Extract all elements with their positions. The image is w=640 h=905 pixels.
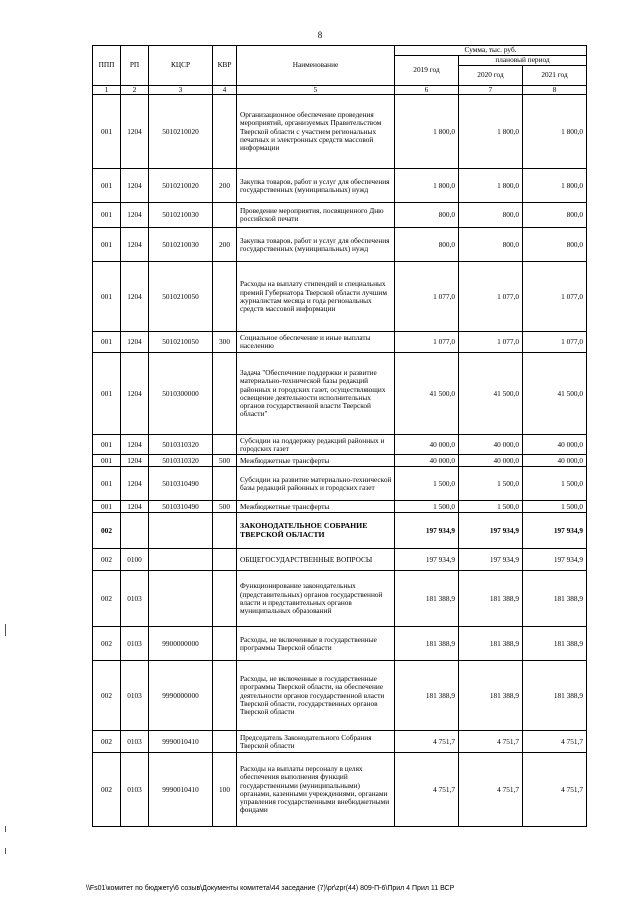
cell-2020: 181 388,9 bbox=[459, 571, 523, 627]
cell-name: Задача "Обеспечение поддержки и развитие материально-технической базы редакций районных и городских газет, осуществляющих освещение деятельности исполнительных органов государственной власти Тверской области" bbox=[237, 353, 395, 435]
table-row bbox=[93, 513, 587, 549]
header-ppp: ППП bbox=[93, 46, 121, 86]
cell-kcsr: 9990010410 bbox=[149, 753, 213, 827]
cell-name: Межбюджетные трансферты bbox=[237, 501, 395, 513]
table-body bbox=[93, 95, 587, 827]
cell-kcsr: 5010310490 bbox=[149, 467, 213, 501]
cell-kcsr: 5010300000 bbox=[149, 353, 213, 435]
cell-2021: 40 000,0 bbox=[523, 435, 587, 455]
cell-ppp: 001 bbox=[93, 203, 121, 228]
cell-2020: 1 077,0 bbox=[459, 332, 523, 353]
cell-2019: 800,0 bbox=[395, 203, 459, 228]
cell-2021: 800,0 bbox=[523, 228, 587, 262]
cell-rp: 1204 bbox=[121, 203, 149, 228]
cell-ppp: 001 bbox=[93, 169, 121, 203]
cell-name: Закупка товаров, работ и услуг для обеспечения государственных (муниципальных) нужд bbox=[237, 169, 395, 203]
cell-2019: 181 388,9 bbox=[395, 661, 459, 731]
cell-kcsr bbox=[149, 571, 213, 627]
table-row bbox=[93, 203, 587, 228]
cell-2021: 4 751,7 bbox=[523, 753, 587, 827]
cell-kvr bbox=[213, 262, 237, 332]
cell-kcsr: 9990010410 bbox=[149, 731, 213, 753]
cell-rp bbox=[121, 513, 149, 549]
table-row bbox=[93, 169, 587, 203]
cell-2021: 41 500,0 bbox=[523, 353, 587, 435]
header-kcsr: КЦСР bbox=[149, 46, 213, 86]
cell-2021: 181 388,9 bbox=[523, 571, 587, 627]
table-row bbox=[93, 661, 587, 731]
cell-kvr: 100 bbox=[213, 753, 237, 827]
cell-kvr bbox=[213, 571, 237, 627]
cell-kvr bbox=[213, 731, 237, 753]
cell-2021: 1 800,0 bbox=[523, 169, 587, 203]
cell-2020: 181 388,9 bbox=[459, 627, 523, 661]
cell-2021: 800,0 bbox=[523, 203, 587, 228]
cell-kvr bbox=[213, 549, 237, 571]
cell-kvr bbox=[213, 661, 237, 731]
table-row bbox=[93, 95, 587, 169]
cell-kcsr: 5010210020 bbox=[149, 95, 213, 169]
cell-name: Субсидии на поддержку редакций районных и городских газет bbox=[237, 435, 395, 455]
cell-2021: 197 934,9 bbox=[523, 549, 587, 571]
cell-rp: 0103 bbox=[121, 731, 149, 753]
cell-name: Закупка товаров, работ и услуг для обеспечения государственных (муниципальных) нужд bbox=[237, 228, 395, 262]
cell-2020: 1 500,0 bbox=[459, 467, 523, 501]
cell-2019: 40 000,0 bbox=[395, 435, 459, 455]
table-row bbox=[93, 549, 587, 571]
cell-name: Председатель Законодательного Собрания Тверской области bbox=[237, 731, 395, 753]
margin-mark bbox=[5, 848, 6, 854]
table-row bbox=[93, 501, 587, 513]
cell-name: ЗАКОНОДАТЕЛЬНОЕ СОБРАНИЕ ТВЕРСКОЙ ОБЛАСТИ bbox=[237, 513, 395, 549]
table-row bbox=[93, 731, 587, 753]
cell-kcsr: 5010310490 bbox=[149, 501, 213, 513]
cell-kvr bbox=[213, 435, 237, 455]
cell-name: Расходы на выплаты персоналу в целях обеспечения выполнения функций государственными (муниципальными) органами, казенными учреждениями, органами управления государственными внебюджетными фондами bbox=[237, 753, 395, 827]
cell-rp: 1204 bbox=[121, 332, 149, 353]
table-row bbox=[93, 753, 587, 827]
cell-rp: 1204 bbox=[121, 467, 149, 501]
cell-2021: 1 500,0 bbox=[523, 467, 587, 501]
column-number: 8 bbox=[523, 86, 587, 95]
column-number: 3 bbox=[149, 86, 213, 95]
cell-ppp: 002 bbox=[93, 627, 121, 661]
table-row bbox=[93, 571, 587, 627]
cell-2019: 1 800,0 bbox=[395, 95, 459, 169]
cell-2019: 40 000,0 bbox=[395, 455, 459, 467]
cell-2019: 1 800,0 bbox=[395, 169, 459, 203]
table-row bbox=[93, 435, 587, 455]
table-row bbox=[93, 467, 587, 501]
cell-name: Расходы на выплату стипендий и специальных премий Губернатора Тверской области лучшим журналистам месяца и года региональных средств массовой информации bbox=[237, 262, 395, 332]
cell-rp: 1204 bbox=[121, 169, 149, 203]
cell-ppp: 001 bbox=[93, 228, 121, 262]
cell-2020: 181 388,9 bbox=[459, 661, 523, 731]
table-row bbox=[93, 455, 587, 467]
cell-2019: 181 388,9 bbox=[395, 627, 459, 661]
cell-rp: 1204 bbox=[121, 95, 149, 169]
cell-2019: 41 500,0 bbox=[395, 353, 459, 435]
cell-2021: 1 500,0 bbox=[523, 501, 587, 513]
cell-kcsr: 5010210020 bbox=[149, 169, 213, 203]
footer-file-path: \\Fs01\комитет по бюджету\6 созыв\Документы комитета\44 заседание (7)\pr\zpr(44) 809-П-6\Прил 4 Прил 11 ВСР bbox=[86, 885, 455, 892]
cell-kvr: 200 bbox=[213, 169, 237, 203]
table-row bbox=[93, 262, 587, 332]
cell-kcsr: 9900000000 bbox=[149, 627, 213, 661]
header-rp: РП bbox=[121, 46, 149, 86]
header-year-2021: 2021 год bbox=[523, 66, 587, 86]
cell-rp: 1204 bbox=[121, 435, 149, 455]
cell-rp: 0103 bbox=[121, 661, 149, 731]
cell-rp: 1204 bbox=[121, 262, 149, 332]
margin-mark bbox=[5, 826, 6, 832]
cell-ppp: 001 bbox=[93, 435, 121, 455]
cell-2021: 4 751,7 bbox=[523, 731, 587, 753]
cell-kcsr: 5010210050 bbox=[149, 332, 213, 353]
cell-kcsr: 5010310320 bbox=[149, 455, 213, 467]
cell-2019: 197 934,9 bbox=[395, 549, 459, 571]
cell-2019: 4 751,7 bbox=[395, 731, 459, 753]
budget-table bbox=[92, 45, 587, 827]
cell-kcsr: 5010210030 bbox=[149, 203, 213, 228]
header-year-2020: 2020 год bbox=[459, 66, 523, 86]
cell-2019: 1 500,0 bbox=[395, 467, 459, 501]
cell-2021: 181 388,9 bbox=[523, 627, 587, 661]
cell-2020: 197 934,9 bbox=[459, 513, 523, 549]
cell-ppp: 001 bbox=[93, 95, 121, 169]
cell-2019: 1 077,0 bbox=[395, 332, 459, 353]
cell-2019: 1 077,0 bbox=[395, 262, 459, 332]
cell-kvr bbox=[213, 513, 237, 549]
table-header bbox=[93, 46, 587, 95]
cell-2020: 1 077,0 bbox=[459, 262, 523, 332]
cell-rp: 1204 bbox=[121, 353, 149, 435]
cell-rp: 1204 bbox=[121, 228, 149, 262]
cell-ppp: 001 bbox=[93, 501, 121, 513]
cell-ppp: 001 bbox=[93, 455, 121, 467]
cell-ppp: 002 bbox=[93, 571, 121, 627]
cell-2021: 40 000,0 bbox=[523, 455, 587, 467]
cell-ppp: 002 bbox=[93, 731, 121, 753]
column-number: 5 bbox=[237, 86, 395, 95]
cell-2019: 197 934,9 bbox=[395, 513, 459, 549]
margin-mark bbox=[5, 624, 6, 636]
cell-kvr: 300 bbox=[213, 332, 237, 353]
cell-kcsr: 9990000000 bbox=[149, 661, 213, 731]
header-planned-period: плановый период bbox=[459, 56, 587, 66]
cell-2020: 1 800,0 bbox=[459, 169, 523, 203]
table-row bbox=[93, 228, 587, 262]
cell-rp: 0103 bbox=[121, 627, 149, 661]
cell-name: Проведение мероприятия, посвященного Дню российской печати bbox=[237, 203, 395, 228]
column-number: 2 bbox=[121, 86, 149, 95]
header-year-2019: 2019 год bbox=[395, 56, 459, 86]
cell-ppp: 002 bbox=[93, 753, 121, 827]
cell-2019: 1 500,0 bbox=[395, 501, 459, 513]
header-kvr: КВР bbox=[213, 46, 237, 86]
cell-name: Организационное обеспечение проведения мероприятий, организуемых Правительством Тверской области с участием региональных печатных и электронных средств массовой информации bbox=[237, 95, 395, 169]
cell-ppp: 002 bbox=[93, 513, 121, 549]
cell-2019: 800,0 bbox=[395, 228, 459, 262]
cell-2020: 40 000,0 bbox=[459, 455, 523, 467]
cell-kvr bbox=[213, 353, 237, 435]
cell-kvr bbox=[213, 95, 237, 169]
cell-kvr: 500 bbox=[213, 501, 237, 513]
column-number: 1 bbox=[93, 86, 121, 95]
cell-rp: 0103 bbox=[121, 571, 149, 627]
table-row bbox=[93, 332, 587, 353]
cell-2019: 181 388,9 bbox=[395, 571, 459, 627]
cell-kcsr: 5010310320 bbox=[149, 435, 213, 455]
cell-kvr bbox=[213, 467, 237, 501]
cell-2019: 4 751,7 bbox=[395, 753, 459, 827]
column-number: 7 bbox=[459, 86, 523, 95]
cell-2020: 197 934,9 bbox=[459, 549, 523, 571]
cell-kvr bbox=[213, 203, 237, 228]
cell-2020: 41 500,0 bbox=[459, 353, 523, 435]
cell-ppp: 001 bbox=[93, 332, 121, 353]
header-sum: Сумма, тыс. руб. bbox=[395, 46, 587, 56]
column-number: 4 bbox=[213, 86, 237, 95]
cell-rp: 1204 bbox=[121, 501, 149, 513]
column-number: 6 bbox=[395, 86, 459, 95]
cell-kcsr bbox=[149, 513, 213, 549]
cell-ppp: 001 bbox=[93, 467, 121, 501]
cell-kcsr bbox=[149, 549, 213, 571]
cell-2021: 1 077,0 bbox=[523, 262, 587, 332]
cell-name: Социальное обеспечение и иные выплаты населению bbox=[237, 332, 395, 353]
cell-name: Расходы, не включенные в государственные программы Тверской области bbox=[237, 627, 395, 661]
cell-2021: 1 800,0 bbox=[523, 95, 587, 169]
cell-2021: 1 077,0 bbox=[523, 332, 587, 353]
cell-2020: 4 751,7 bbox=[459, 753, 523, 827]
table-row bbox=[93, 353, 587, 435]
cell-2020: 1 500,0 bbox=[459, 501, 523, 513]
cell-2020: 4 751,7 bbox=[459, 731, 523, 753]
cell-ppp: 002 bbox=[93, 549, 121, 571]
cell-kvr: 500 bbox=[213, 455, 237, 467]
cell-rp: 0100 bbox=[121, 549, 149, 571]
cell-name: ОБЩЕГОСУДАРСТВЕННЫЕ ВОПРОСЫ bbox=[237, 549, 395, 571]
cell-rp: 1204 bbox=[121, 455, 149, 467]
cell-name: Субсидии на развитие материально-технической базы редакций районных и городских газет bbox=[237, 467, 395, 501]
cell-ppp: 001 bbox=[93, 353, 121, 435]
cell-name: Расходы, не включенные в государственные программы Тверской области, на обеспечение деятельности органов государственной власти Тверской области, государственных органов Тверской области bbox=[237, 661, 395, 731]
cell-2021: 197 934,9 bbox=[523, 513, 587, 549]
cell-2020: 800,0 bbox=[459, 203, 523, 228]
cell-ppp: 002 bbox=[93, 661, 121, 731]
cell-2021: 181 388,9 bbox=[523, 661, 587, 731]
cell-kcsr: 5010210030 bbox=[149, 228, 213, 262]
cell-kcsr: 5010210050 bbox=[149, 262, 213, 332]
cell-2020: 1 800,0 bbox=[459, 95, 523, 169]
cell-kvr: 200 bbox=[213, 228, 237, 262]
cell-kvr bbox=[213, 627, 237, 661]
table-row bbox=[93, 627, 587, 661]
cell-name: Функционирование законодательных (представительных) органов государственной власти и представительных органов муниципальных образований bbox=[237, 571, 395, 627]
header-name: Наименование bbox=[237, 46, 395, 86]
cell-2020: 40 000,0 bbox=[459, 435, 523, 455]
cell-name: Межбюджетные трансферты bbox=[237, 455, 395, 467]
cell-ppp: 001 bbox=[93, 262, 121, 332]
cell-2020: 800,0 bbox=[459, 228, 523, 262]
cell-rp: 0103 bbox=[121, 753, 149, 827]
page-number: 8 bbox=[317, 30, 323, 40]
